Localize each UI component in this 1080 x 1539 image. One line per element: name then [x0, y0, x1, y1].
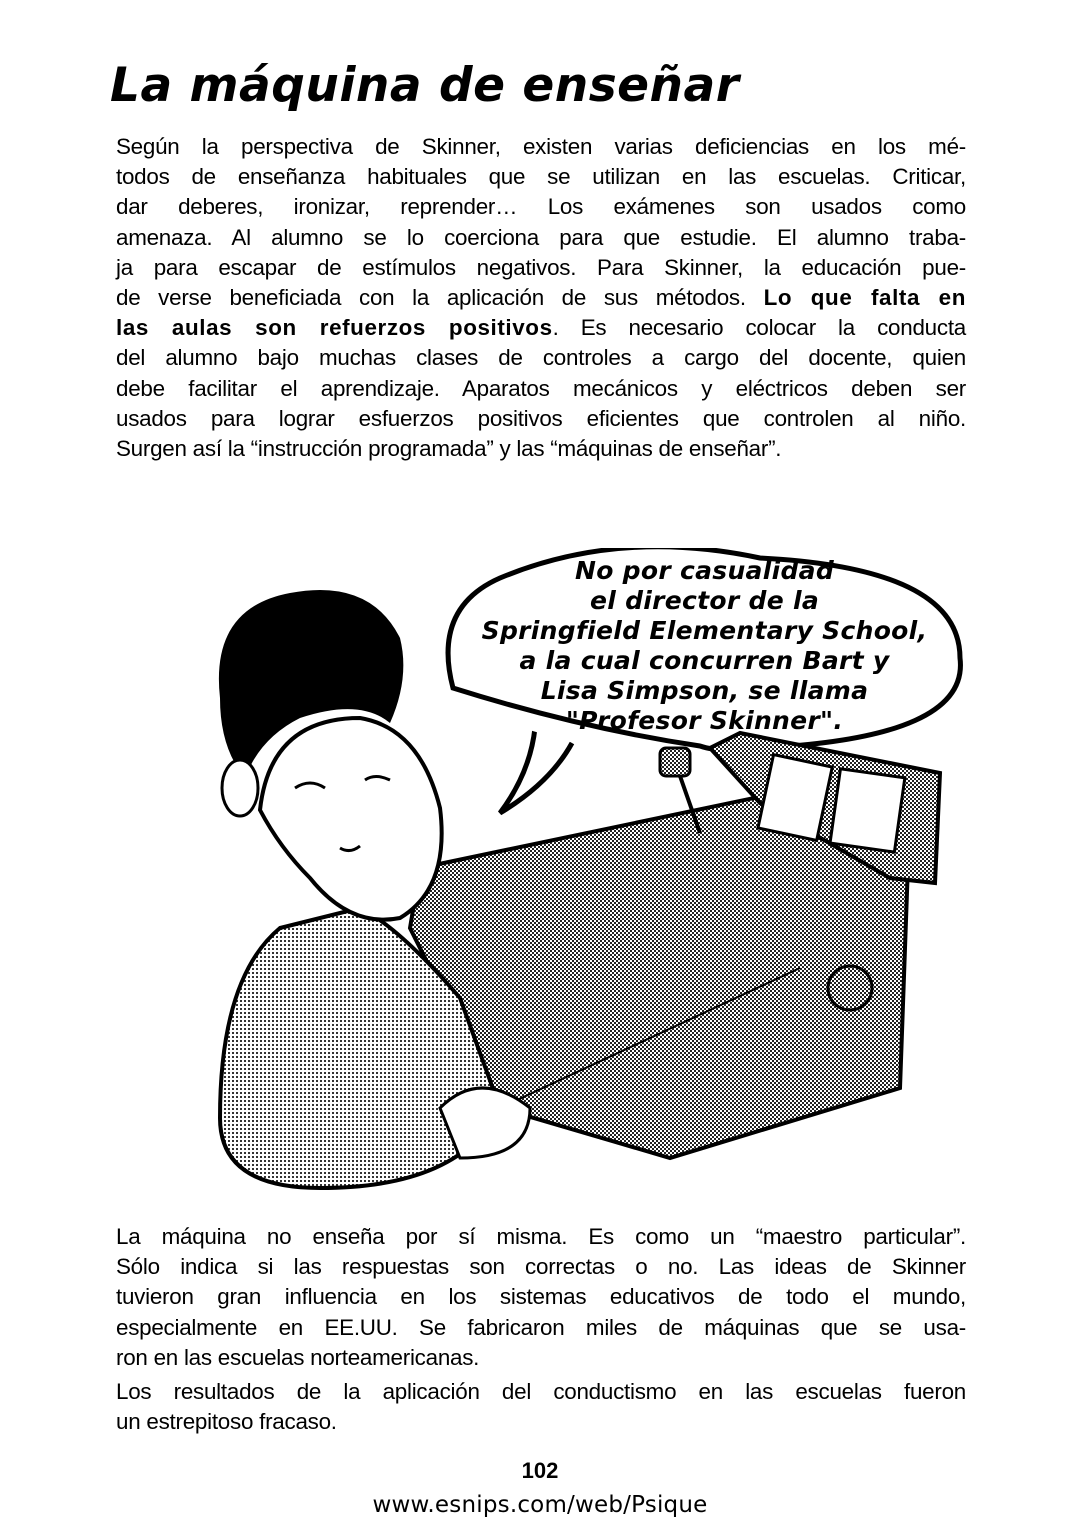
text-line: usados para lograr esfuerzos positivos eficientes que controlen al niño.	[116, 405, 966, 431]
intro-paragraph	[116, 132, 966, 464]
speech-bubble-text	[452, 556, 957, 736]
text-line: Sólo indica si las respuestas son correctas o no. Las ideas de Skinner	[116, 1254, 966, 1280]
text-line: un estrepitoso fracaso.	[116, 1409, 337, 1435]
text-line: Según la perspectiva de Skinner, existen varias deficiencias en los mé-	[116, 134, 966, 159]
text-line: Los resultados de la aplicación del conductismo en las escuelas fueron	[116, 1379, 966, 1404]
footer-url: www.esnips.com/web/Psique	[372, 1492, 708, 1518]
text-line: ja para escapar de estímulos negativos. Para Skinner, la educación pue-	[116, 254, 966, 280]
text-line: La máquina no enseña por sí misma. Es como un “maestro particular”.	[116, 1224, 966, 1249]
text-line: especialmente en EE.UU. Se fabricaron miles de máquinas que se usa-	[116, 1314, 966, 1340]
page-title: La máquina de enseñar	[110, 58, 740, 113]
text-line: dar deberes, ironizar, reprender… Los exámenes son usados como	[116, 194, 966, 220]
bubble-line: No por casualidad	[574, 556, 835, 585]
bubble-line: "Profesor Skinner".	[565, 706, 844, 735]
emphasis-text: las aulas son refuerzos positivos	[116, 315, 553, 341]
bubble-line: Lisa Simpson, se llama	[540, 676, 869, 705]
text-line: ron en las escuelas norteamericanas.	[116, 1344, 480, 1370]
emphasis-text: Lo que falta en	[763, 285, 966, 311]
page-number: 102	[521, 1458, 559, 1483]
text-line: debe facilitar el aprendizaje. Aparatos mecánicos y eléctricos deben ser	[116, 375, 966, 401]
bubble-line: Springfield Elementary School,	[481, 616, 928, 645]
text-segment: de verse beneficiada con la aplicación de sus métodos.	[116, 285, 764, 311]
text-line: Surgen así la “instrucción programada” y las “máquinas de enseñar”.	[116, 436, 782, 462]
text-line: tuvieron gran influencia en los sistemas educativos de todo el mundo,	[116, 1284, 966, 1310]
text-line	[116, 283, 966, 313]
text-line: del alumno bajo muchas clases de controles a cargo del docente, quien	[116, 345, 966, 371]
text-segment: . Es necesario colocar la conducta	[552, 315, 966, 341]
bubble-line: el director de la	[589, 586, 820, 615]
body-paragraph	[116, 1222, 966, 1373]
text-line	[116, 313, 966, 343]
conclusion-paragraph	[116, 1377, 966, 1437]
text-line: todos de enseñanza habituales que se utilizan en las escuelas. Criticar,	[116, 164, 966, 190]
text-line: amenaza. Al alumno se lo coerciona para que estudie. El alumno traba-	[116, 224, 966, 250]
bubble-line: a la cual concurren Bart y	[519, 646, 890, 675]
